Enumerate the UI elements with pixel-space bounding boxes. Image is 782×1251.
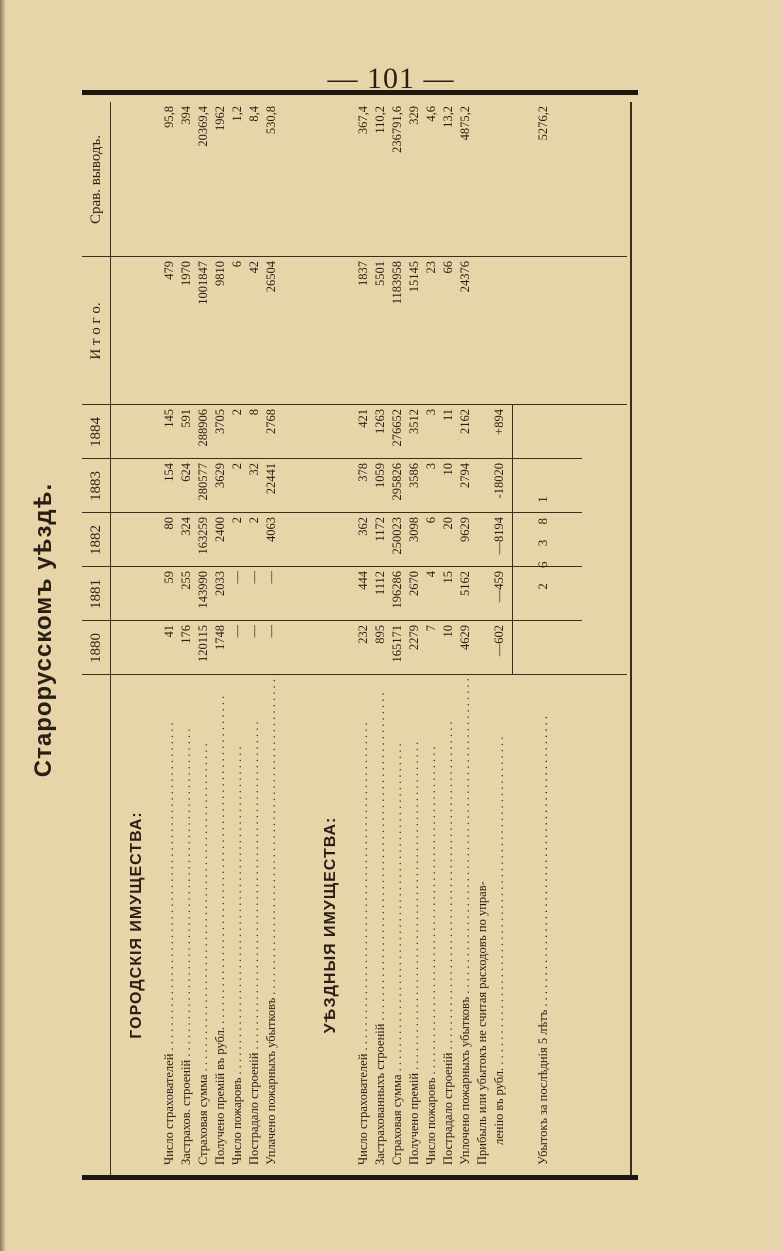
loss-sum: 2 6 3 8 1 — [535, 490, 550, 590]
header-comparative: Срав. выводъ. — [88, 134, 104, 225]
rotated-page-content — [30, 80, 650, 1180]
county-section-heading: УѢЗДНЫЯ ИМУЩЕСТВА: — [322, 816, 339, 1034]
table-bottom-rule — [630, 102, 632, 1175]
header-label-cell — [82, 675, 110, 1175]
header-year-1881: 1881 — [88, 579, 104, 609]
column-divider — [82, 512, 582, 513]
column-divider — [82, 566, 582, 567]
profit-divider — [512, 405, 513, 675]
statistics-table: 1880 1881 1882 1883 1884 И т о г о. Срав. выводъ. ГОРОДСКІЯ ИМУЩЕСТВА: Число страхователей . . . 41 59 80 154 145 479 95,8 Застрахов. строеній . . . 176 255 324 624 591 1970 394 Страховая сумма . . . 120115 143990 163259 280577 288906 1001847 20369,4 Получено премій въ рубл. . . . 1748 2033 2400 3629 3705 9810 1962 Число пожаровъ . . . — — 2 2 2 6 1,2 Пострадало строеній . . . — — 2 32 8 42 8,4 Уплачено пожарныхъ убытковъ . . . — — 4063 22441 2768 26504 530,8 УѢЗДНЫЯ ИМУЩЕСТВА: Число страхователей . . . 232 444 362 378 421 1837 367,4 Застрахованныхъ строеній . . . 895 1112 1172 1059 1263 5501 110,2 Страховая сумма . . . 165171 196286 250023 295826 276652 1183958 236791,6 Получено премій . . . 2279 2670 3098 3586 3512 15145 329 Число пожаровъ . . . 7 4 6 3 3 23 4,6 Пострадало строеній . . . 10 15 20 10 11 66 13,2 Уплочено пожарныхъ убытковъ . . . 4629 5162 9629 2794 2162 24376 4875,2 Прибыль или убытокъ не считая расходовъ по управ- ленію въ рубл. . . . —602 —459 —8194 -18020 +894 Убытокъ за послѣднія 5 лѣтъ . . . 2 6 3 8 1 5276,2 — [82, 90, 638, 1180]
header-year-1880: 1880 — [88, 633, 104, 663]
loss-row: Убытокъ за послѣднія 5 лѣтъ . . . 2 6 3 8 1 5276,2 — [534, 102, 552, 1175]
header-year-1883: 1883 — [88, 471, 104, 501]
header-total: И т о г о. — [88, 302, 104, 360]
city-section-heading: ГОРОДСКІЯ ИМУЩЕСТВА: — [128, 811, 145, 1039]
header-divider — [110, 102, 111, 1175]
column-divider — [82, 458, 582, 459]
header-year-1882: 1882 — [88, 525, 104, 555]
header-year-1884: 1884 — [88, 417, 104, 447]
page-binding-shadow — [0, 0, 6, 1251]
district-title: Старорусскомъ уѣздѣ. — [30, 482, 57, 778]
column-divider — [82, 620, 582, 621]
loss-comparative: 5276,2 — [536, 106, 550, 141]
profit-label-line-1: Прибыль или убытокъ не считая расходовъ по управ- — [475, 881, 489, 1165]
page-number: — 101 — — [327, 62, 455, 95]
